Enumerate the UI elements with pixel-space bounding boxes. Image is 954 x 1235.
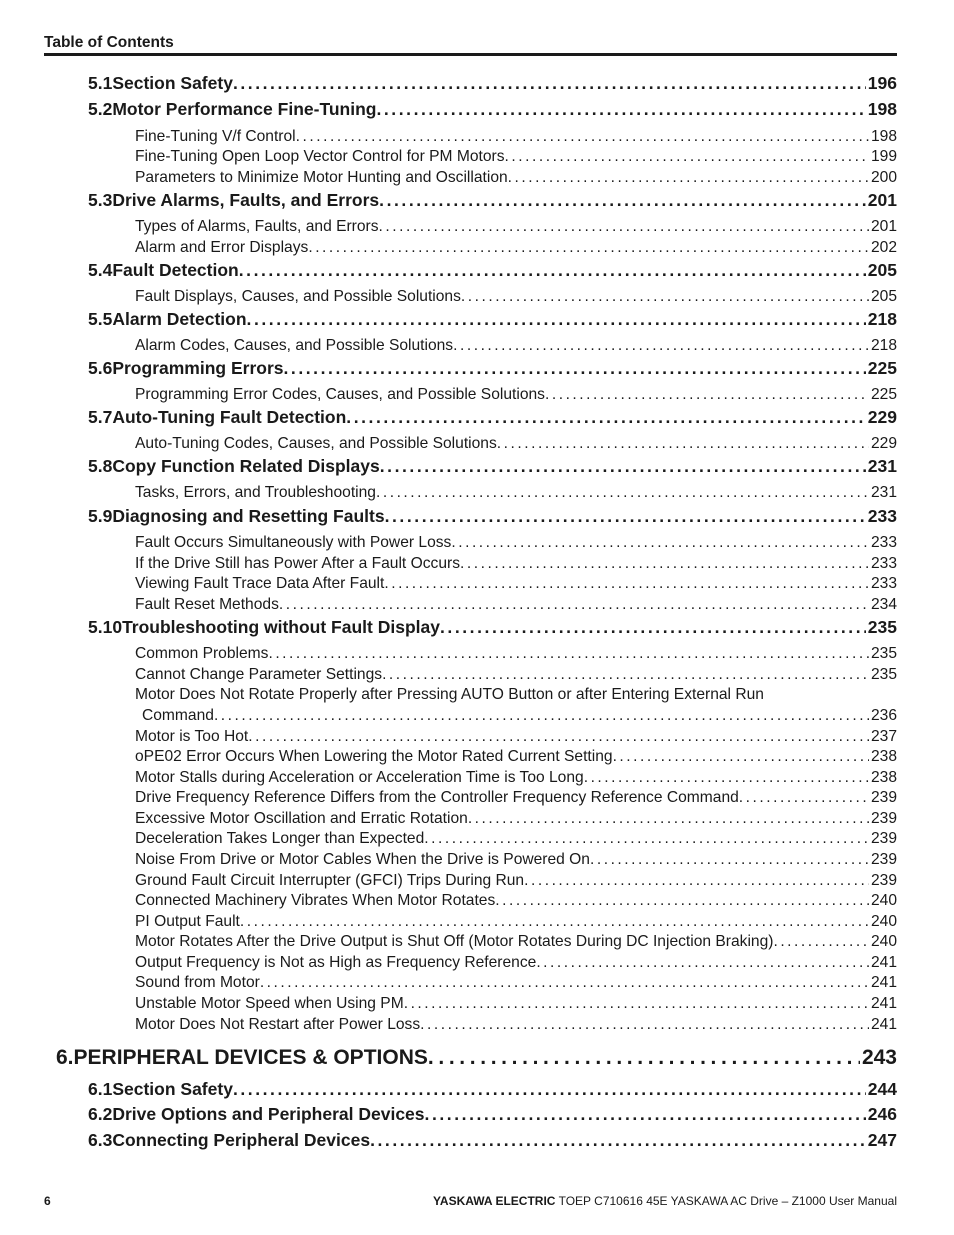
toc-entry-sub[interactable]	[135, 1016, 897, 1036]
dot-leader	[590, 851, 869, 869]
toc-entry-section[interactable]	[88, 407, 897, 433]
footer-doc-text: TOEP C710616 45E YASKAWA AC Drive – Z1000 User Manual	[558, 1194, 897, 1208]
toc-entry-page: 244	[867, 1079, 897, 1099]
toc-entry-sub[interactable]	[135, 645, 897, 665]
toc-entry-title: Fault Detection	[112, 260, 239, 280]
page-header-title: Table of Contents	[44, 34, 174, 51]
toc-entry-sub[interactable]	[135, 575, 897, 595]
toc-entry-page: 198	[870, 128, 897, 145]
toc-entry-cont[interactable]	[142, 707, 897, 727]
toc-entry-title: Motor Rotates After the Drive Output is Shut Off (Motor Rotates During DC Injection Braking)	[135, 933, 774, 950]
toc-entry-section[interactable]	[88, 617, 897, 643]
toc-entry-page: 225	[870, 386, 897, 403]
dot-leader	[495, 892, 869, 910]
toc-entry-title: Motor is Too Hot	[135, 728, 249, 745]
dot-leader	[508, 169, 869, 187]
toc-entry-title: Ground Fault Circuit Interrupter (GFCI) Trips During Run	[135, 872, 525, 889]
toc-entry-page: 239	[870, 810, 897, 827]
toc-entry-title: Types of Alarms, Faults, and Errors	[135, 218, 379, 235]
dot-leader	[384, 575, 869, 593]
toc-entry-sub[interactable]	[135, 288, 897, 308]
dot-leader	[296, 128, 869, 146]
toc-entry-page: 239	[870, 872, 897, 889]
toc-entry-page: 240	[870, 913, 897, 930]
toc-entry-page: 205	[870, 288, 897, 305]
toc-entry-title: Auto-Tuning Codes, Causes, and Possible Solutions	[135, 435, 497, 452]
toc-entry-page: 199	[870, 148, 897, 165]
toc-entry-page: 218	[870, 337, 897, 354]
toc-entry-section[interactable]	[88, 456, 897, 482]
toc-entry-page: 247	[867, 1130, 897, 1150]
toc-entry-title: Alarm Detection	[112, 309, 247, 329]
dot-leader	[460, 555, 869, 573]
dot-leader	[739, 789, 869, 807]
toc-entry-page: 235	[870, 645, 897, 662]
toc-entry-sub[interactable]	[135, 933, 897, 953]
toc-entry-title: Fault Displays, Causes, and Possible Solutions	[135, 288, 461, 305]
dot-leader	[425, 1104, 866, 1125]
dot-leader	[536, 954, 869, 972]
toc-entry-section[interactable]	[88, 99, 897, 125]
toc-entry-title: Motor Performance Fine-Tuning	[112, 99, 377, 119]
toc-entry-title: Alarm Codes, Causes, and Possible Solutions	[135, 337, 454, 354]
dot-leader	[545, 386, 869, 404]
dot-leader	[385, 506, 866, 527]
dot-leader	[468, 810, 869, 828]
toc-entry-sub[interactable]	[135, 872, 897, 892]
toc-entry-sub[interactable]	[135, 218, 897, 238]
toc-entry-sub[interactable]	[135, 128, 897, 148]
toc-entry-title: Connecting Peripheral Devices	[112, 1130, 371, 1150]
dot-leader	[308, 239, 869, 257]
toc-entry-sub[interactable]	[135, 239, 897, 259]
dot-leader	[380, 456, 866, 477]
toc-entry-sub[interactable]	[135, 435, 897, 455]
toc-entry-title: Unstable Motor Speed when Using PM	[135, 995, 404, 1012]
toc-entry-number: 6.3	[88, 1130, 113, 1150]
toc-entry-page: 235	[870, 666, 897, 683]
dot-leader	[376, 99, 865, 120]
toc-entry-page: 241	[870, 1016, 897, 1033]
toc-entry-title: oPE02 Error Occurs When Lowering the Motor Rated Current Setting	[135, 748, 613, 765]
toc-entry-page: 241	[870, 954, 897, 971]
toc-entry-sub[interactable]	[135, 830, 897, 850]
toc-entry-section[interactable]	[88, 73, 897, 99]
dot-leader	[584, 769, 869, 787]
dot-leader	[505, 148, 869, 166]
toc-entry-title: Output Frequency is Not as High as Frequency Reference	[135, 954, 537, 971]
toc-entry-number: 6.1	[88, 1079, 113, 1099]
toc-entry-title: Fine-Tuning Open Loop Vector Control for PM Motors	[135, 148, 505, 165]
toc-entry-sub[interactable]	[135, 954, 897, 974]
dot-leader	[233, 1079, 866, 1100]
dot-leader	[497, 435, 869, 453]
toc-entry-sub[interactable]	[135, 974, 897, 994]
toc-entry-title: Copy Function Related Displays	[112, 456, 380, 476]
toc-entry-title: Motor Does Not Restart after Power Loss	[135, 1016, 421, 1033]
toc-entry-page: 233	[870, 534, 897, 551]
toc-entry-number: 5.10	[88, 617, 123, 637]
toc-entry-title: Drive Frequency Reference Differs from the Controller Frequency Reference Command	[135, 789, 739, 806]
toc-entry-title: Motor Stalls during Acceleration or Acceleration Time is Too Long	[135, 769, 584, 786]
toc-entry-page: 237	[870, 728, 897, 745]
toc-entry-sub[interactable]	[135, 851, 897, 871]
toc-entry-page: 196	[867, 73, 897, 93]
toc-entry-sub[interactable]	[135, 484, 897, 504]
toc-entry-title: Alarm and Error Displays	[135, 239, 309, 256]
toc-entry-page: 201	[870, 218, 897, 235]
toc-entry-number: 5.7	[88, 407, 113, 427]
toc-entry-title: Drive Alarms, Faults, and Errors	[112, 190, 380, 210]
dot-leader	[424, 830, 869, 848]
toc-entry-number: 5.6	[88, 358, 113, 378]
toc-entry-title: Parameters to Minimize Motor Hunting and Oscillation	[135, 169, 508, 186]
dot-leader	[773, 933, 869, 951]
dot-leader	[376, 484, 869, 502]
toc-entry-page: 240	[870, 892, 897, 909]
dot-leader	[613, 748, 869, 766]
toc-entry-page: 239	[870, 830, 897, 847]
toc-entry-title: Common Problems	[135, 645, 269, 662]
toc-entry-page: 231	[867, 456, 897, 476]
toc-entry-page: 198	[867, 99, 897, 119]
toc-entry-page: 240	[870, 933, 897, 950]
toc-entry-title: Excessive Motor Oscillation and Erratic Rotation	[135, 810, 468, 827]
toc-entry-title: Auto-Tuning Fault Detection	[112, 407, 347, 427]
toc-entry-number: 5.5	[88, 309, 113, 329]
toc-entry-page: 243	[861, 1046, 897, 1069]
toc-entry-text: Motor Does Not Rotate Properly after Pressing AUTO Button or after Entering External Run	[135, 686, 764, 703]
toc-entry-title: Fault Occurs Simultaneously with Power Loss	[135, 534, 452, 551]
dot-leader	[240, 913, 869, 931]
toc-entry-title: Section Safety	[112, 1079, 233, 1099]
dot-leader	[239, 260, 866, 281]
toc-entry-page: 200	[870, 169, 897, 186]
dot-leader	[451, 534, 869, 552]
toc-entry-title: Deceleration Takes Longer than Expected	[135, 830, 425, 847]
toc-entry-page: 234	[870, 596, 897, 613]
dot-leader	[268, 645, 869, 663]
toc-entry-number: 5.3	[88, 190, 113, 210]
toc-entry-page: 239	[870, 851, 897, 868]
toc-entry-page: 233	[870, 555, 897, 572]
toc-entry-section[interactable]	[88, 1104, 897, 1130]
toc-entry-section[interactable]	[88, 309, 897, 335]
toc-entry-number: 5.8	[88, 456, 113, 476]
toc-entry-sub[interactable]	[135, 169, 897, 189]
dot-leader	[428, 1046, 860, 1070]
dot-leader	[404, 995, 869, 1013]
toc-entry-number: 6.2	[88, 1104, 113, 1124]
toc-entry-sub[interactable]	[135, 596, 897, 616]
toc-entry-title: Programming Errors	[112, 358, 284, 378]
toc-entry-section[interactable]	[88, 1130, 897, 1156]
dot-leader	[379, 218, 869, 236]
dot-leader	[461, 288, 869, 306]
toc-entry-page: 238	[870, 769, 897, 786]
toc-entry-section[interactable]	[88, 260, 897, 286]
dot-leader	[420, 1016, 869, 1034]
toc-entry-sub[interactable]	[135, 769, 897, 789]
toc-entry-number: 5.9	[88, 506, 113, 526]
toc-entry-section[interactable]	[88, 1079, 897, 1105]
toc-entry-title: Connected Machinery Vibrates When Motor Rotates	[135, 892, 496, 909]
toc-entry-sub[interactable]	[135, 728, 897, 748]
toc-entry-page: 241	[870, 995, 897, 1012]
dot-leader	[453, 337, 869, 355]
toc-entry-title: Tasks, Errors, and Troubleshooting	[135, 484, 376, 501]
toc-entry-page: 239	[870, 789, 897, 806]
toc-entry-title: Cannot Change Parameter Settings	[135, 666, 383, 683]
toc-entry-page: 202	[870, 239, 897, 256]
toc-entry-title: Command	[142, 707, 214, 724]
footer-page-number: 6	[44, 1194, 51, 1208]
toc-entry-page: 231	[870, 484, 897, 501]
toc-entry-section[interactable]	[88, 190, 897, 216]
toc-entry-title: Viewing Fault Trace Data After Fault	[135, 575, 385, 592]
dot-leader	[283, 358, 865, 379]
dot-leader	[346, 407, 866, 428]
toc-entry-title: PERIPHERAL DEVICES & OPTIONS	[73, 1046, 428, 1069]
toc-entry-number: 5.2	[88, 99, 113, 119]
dot-leader	[379, 190, 866, 211]
toc-entry-sub[interactable]	[135, 337, 897, 357]
toc-entry-sub[interactable]	[135, 810, 897, 830]
toc-entry-chapter[interactable]	[56, 1046, 897, 1076]
dot-leader	[279, 596, 869, 614]
dot-leader	[370, 1130, 866, 1151]
toc-entry-page: 225	[867, 358, 897, 378]
toc-entry-section[interactable]	[88, 506, 897, 532]
toc-entry-sub[interactable]	[135, 555, 897, 575]
dot-leader	[214, 707, 869, 725]
toc-entry-page: 238	[870, 748, 897, 765]
toc-entry-sub[interactable]	[135, 534, 897, 554]
toc-entry-title: Noise From Drive or Motor Cables When the Drive is Powered On	[135, 851, 590, 868]
toc-entry-title: Programming Error Codes, Causes, and Possible Solutions	[135, 386, 545, 403]
toc-entry-number: 5.1	[88, 73, 113, 93]
toc-entry-title: Section Safety	[112, 73, 233, 93]
toc-entry-page: 235	[867, 617, 897, 637]
dot-leader	[248, 728, 869, 746]
dot-leader	[247, 309, 866, 330]
toc-entry-title: Diagnosing and Resetting Faults	[112, 506, 385, 526]
toc-entry-sub[interactable]	[135, 386, 897, 406]
toc-entry-page: 201	[867, 190, 897, 210]
toc-entry-title: Troubleshooting without Fault Display	[122, 617, 440, 637]
toc-entry-title: Fine-Tuning V/f Control	[135, 128, 296, 145]
toc-entry-sub[interactable]	[135, 995, 897, 1015]
toc-entry-title: Drive Options and Peripheral Devices	[112, 1104, 425, 1124]
toc-entry-number: 6.	[56, 1046, 74, 1069]
toc-entry-sub[interactable]	[135, 789, 897, 809]
toc-entry-page: 246	[867, 1104, 897, 1124]
toc-entry-page: 229	[870, 435, 897, 452]
toc-entry-sub[interactable]	[135, 913, 897, 933]
toc-entry-page: 236	[870, 707, 897, 724]
toc-entry-page: 233	[867, 506, 897, 526]
toc-entry-title: PI Output Fault	[135, 913, 240, 930]
footer-brand: YASKAWA ELECTRIC	[433, 1194, 556, 1208]
toc-entry-title: Sound from Motor	[135, 974, 260, 991]
toc-entry-sub[interactable]	[135, 892, 897, 912]
toc-entry-number: 5.4	[88, 260, 113, 280]
toc-entry-page: 241	[870, 974, 897, 991]
toc-entry-sub[interactable]	[135, 748, 897, 768]
toc-entry-sub[interactable]	[135, 666, 897, 686]
toc-entry-title: Fault Reset Methods	[135, 596, 279, 613]
dot-leader	[524, 872, 869, 890]
dot-leader	[440, 617, 866, 638]
toc-entry-title: If the Drive Still has Power After a Fault Occurs	[135, 555, 460, 572]
dot-leader	[260, 974, 869, 992]
dot-leader	[382, 666, 869, 684]
toc-entry-page: 233	[870, 575, 897, 592]
toc-entry-page: 218	[867, 309, 897, 329]
toc-entry-page: 229	[867, 407, 897, 427]
footer-document-info	[433, 1194, 897, 1208]
toc-entry-page: 205	[867, 260, 897, 280]
dot-leader	[233, 73, 866, 94]
toc-entry-section[interactable]	[88, 358, 897, 384]
toc-entry-sub[interactable]	[135, 148, 897, 168]
